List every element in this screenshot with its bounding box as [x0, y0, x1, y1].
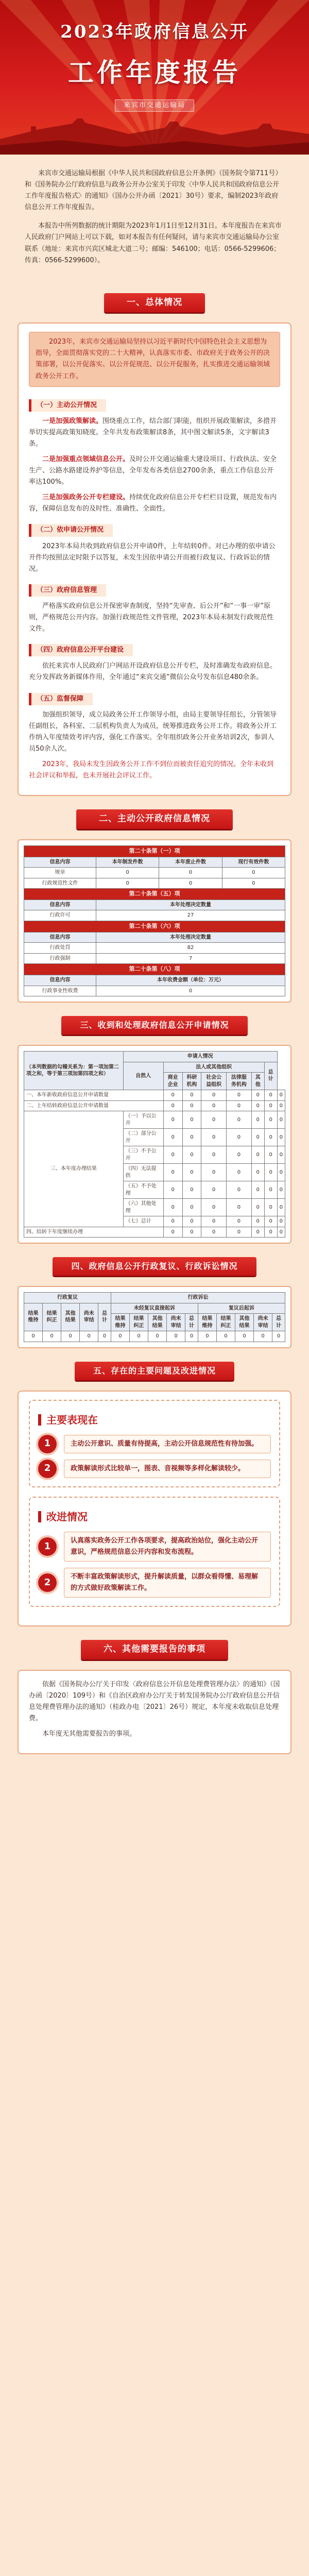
body-text: 持续优化政府信息公开专栏栏目设置，规范发布内容，保障信息发布的及时性、准确性、全面性。 — [29, 494, 277, 513]
table-cell: 0 — [216, 1331, 235, 1342]
intro — [0, 155, 309, 280]
table-cell: 0 — [43, 1331, 61, 1342]
list-item — [38, 1435, 271, 1453]
measure-text: 认真落实政务公开工作各项要求，提高政治站位，强化主动公开意识，严格规范信息公开内容和发布流程。 — [64, 1532, 271, 1562]
table-cell: 0 — [80, 1331, 98, 1342]
table-row — [24, 1111, 285, 1129]
column-header: 行政复议 — [24, 1293, 111, 1303]
table-section-title: 第二十条第（八）项 — [24, 964, 285, 975]
banner-title-line1: 2023年政府信息公开 — [60, 22, 249, 42]
column-header: 法人或其他组织 — [163, 1062, 264, 1073]
row-label: （二）部分公开 — [123, 1129, 163, 1146]
table-cell: 0 — [24, 1331, 43, 1342]
table-cell: 0 — [277, 1227, 285, 1238]
table-cell: 0 — [264, 1129, 277, 1146]
column-header: 科研机构 — [182, 1073, 201, 1090]
problem-text: 政策解读形式比较单一，图表、音视频等多样化解读较少。 — [64, 1460, 271, 1478]
column-header: 尚未审结 — [254, 1314, 272, 1331]
number-badge-icon: 2 — [38, 1573, 57, 1592]
column-header: 结果纠正 — [130, 1314, 148, 1331]
table-cell: 0 — [251, 1199, 264, 1216]
table-cell: 0 — [182, 1129, 201, 1146]
section-title: 五、存在的主要问题及改进情况 — [75, 1362, 234, 1380]
highlighted-note: 2023年，我局未发生因政务公开工作不到位而被责任追究的情况。全年未收到社会评议和举报，也未开展社会评议工作。 — [29, 760, 274, 780]
list-item — [38, 1532, 271, 1562]
table-cell: 0 — [227, 1090, 252, 1101]
row-label: 四、结转下年度继续办理 — [24, 1227, 164, 1238]
table-cell: 0 — [254, 1331, 272, 1342]
table-cell: 0 — [264, 1100, 277, 1111]
column-header: 行政诉讼 — [111, 1293, 285, 1303]
problems-heading — [38, 1411, 271, 1429]
table-cell: 0 — [251, 1100, 264, 1111]
column-header: 总计 — [272, 1314, 285, 1331]
table-cell: 0 — [61, 1331, 80, 1342]
list-item — [38, 1568, 271, 1598]
number-badge-icon: 1 — [38, 1537, 57, 1556]
column-header: （本列数据的勾稽关系为：第一项加第二项之和，等于第三项加第四项之和） — [24, 1052, 124, 1090]
table-cell: 0 — [264, 1199, 277, 1216]
table-cell: 0 — [201, 1100, 227, 1111]
intro-paragraph: 本报告中所列数据的统计期限为2023年1月1日至12月31日。本年度报告在来宾市人民政府门户网站上可以下载，如对本报告有任何疑问，请与来宾市交通运输局办公室联系（地址：来宾市兴宾区城北大道二号；邮编：546100；电话：0566-5299606；传真：0566-5299600）。 — [25, 222, 282, 264]
measures-heading — [38, 1508, 271, 1526]
table-cell: 0 — [227, 1100, 252, 1111]
table-cell: 0 — [163, 1090, 182, 1101]
table-cell: 0 — [227, 1199, 252, 1216]
column-header: 信息内容 — [24, 857, 96, 868]
section-header — [0, 1640, 309, 1659]
table-cell: 0 — [227, 1146, 252, 1164]
table-cell: 0 — [182, 1100, 201, 1111]
review-table-wrap — [18, 1286, 291, 1348]
body-paragraph — [29, 492, 280, 515]
table-cell: 0 — [159, 868, 222, 878]
body-text: 围绕重点工作，结合部门职能，组织开展政策解读，多措并举切实提高政策知晓度。全年共发布政策解读8条，其中图文解读5条，文字解读3条。 — [29, 417, 277, 448]
table-cell: 0 — [235, 1331, 254, 1342]
subsection-title: （二）依申请公开情况 — [29, 524, 113, 536]
banner-title-line2: 工作年度报告 — [68, 57, 241, 88]
table-cell: 0 — [96, 878, 159, 889]
table-cell: 0 — [277, 1146, 285, 1164]
table-cell: 0 — [163, 1100, 182, 1111]
table-row — [24, 1100, 285, 1111]
section-header — [0, 1016, 309, 1035]
column-header: 结果维持 — [24, 1303, 43, 1331]
number-badge-icon: 2 — [38, 1460, 57, 1478]
section-title: 一、总体情况 — [104, 293, 205, 313]
table-row — [24, 868, 285, 878]
application-table — [24, 1051, 285, 1238]
column-header: 本年处理决定数量 — [96, 932, 285, 943]
column-header: 复议后起诉 — [198, 1303, 285, 1314]
table-cell: 0 — [201, 1227, 227, 1238]
intro-paragraph: 来宾市交通运输局根据《中华人民共和国政府信息公开条例》（国务院令第711号）和《国务院办公厅政府信息与政务公开办公室关于印发〈中华人民共和国政府信息公开工作年度报告格式〉的通知》（国办公开办函〔2021〕30号）要求，编制2023年政府信息公开工作年度报告。 — [25, 170, 282, 212]
table-cell: 0 — [251, 1129, 264, 1146]
row-label: （四）无法提供 — [123, 1164, 163, 1181]
body-paragraph: 2023年本局共收到政府信息公开申请0件，上年结转0件。对已办理的依申请公开件均按照法定时限予以答复，未发生因依申请公开而被行政复议、行政诉讼的情况。 — [29, 542, 276, 573]
lead-phrase: 一是加强政策解读。 — [42, 417, 103, 425]
column-header: 信息内容 — [24, 975, 96, 986]
table-cell: 0 — [182, 1111, 201, 1129]
table-cell: 0 — [159, 878, 222, 889]
table-cell: 行政许可 — [24, 910, 96, 921]
column-header: 信息内容 — [24, 932, 96, 943]
footer-spacer — [0, 1754, 309, 1816]
table-cell: 行政规范性文件 — [24, 878, 96, 889]
table-cell: 0 — [201, 1146, 227, 1164]
table-cell: 0 — [227, 1129, 252, 1146]
table-cell: 0 — [201, 1129, 227, 1146]
table-cell: 0 — [277, 1090, 285, 1101]
table-cell: 0 — [264, 1111, 277, 1129]
column-header: 结果维持 — [198, 1314, 216, 1331]
table-cell: 0 — [277, 1100, 285, 1111]
table-row — [24, 1331, 285, 1342]
table-cell: 0 — [251, 1111, 264, 1129]
body-paragraph: 加强组织领导，成立局政务公开工作领导小组，由局主要领导任组长，分管领导任副组长，各科室、二层机构负责人为成员，统筹推进政务公开工作。将政务公开工作纳入年度绩效考评内容，强化工作落实。全年组织政务公开业务培训2次，参训人员50余人次。 — [29, 710, 277, 753]
column-header: 尚未审结 — [167, 1314, 185, 1331]
column-header: 结果维持 — [111, 1314, 129, 1331]
table-cell: 0 — [130, 1331, 148, 1342]
table-cell: 0 — [182, 1199, 201, 1216]
column-header: 其他 — [251, 1073, 264, 1090]
column-header: 信息内容 — [24, 900, 96, 910]
table-cell: 0 — [251, 1090, 264, 1101]
table-row — [24, 943, 285, 954]
body-text: 及时公开交通运输重大建设项目、行政执法、安全生产、公路水路建设养护等信息，全年发布各类信息2700余条，重点工作信息公开率达100%。 — [29, 455, 277, 486]
row-group-label: 三、本年度办理结果 — [24, 1111, 124, 1227]
problems-title: 主要表现在 — [46, 1413, 98, 1426]
column-header: 本年收费金额（单位：万元） — [96, 975, 285, 986]
column-header: 其他结果 — [235, 1314, 254, 1331]
table-cell: 0 — [182, 1227, 201, 1238]
table-cell: 0 — [227, 1164, 252, 1181]
body-paragraph: 依托来宾市人民政府门户网站开设政府信息公开专栏，及时准确发布政府信息。充分发挥政务新媒体作用，全年通过“来宾交通”微信公众号发布信息480余条。 — [29, 662, 277, 682]
table-cell: 0 — [163, 1216, 182, 1227]
section-header — [0, 1257, 309, 1276]
table-cell: 0 — [163, 1129, 182, 1146]
column-header: 申请人情况 — [123, 1052, 277, 1062]
lead-phrase: 二是加强重点领域信息公开。 — [42, 455, 130, 463]
table-cell: 0 — [277, 1199, 285, 1216]
table-cell: 0 — [201, 1164, 227, 1181]
number-badge-icon: 1 — [38, 1435, 57, 1453]
table-row — [24, 878, 285, 889]
table-cell: 0 — [163, 1111, 182, 1129]
active-disclosure-table-wrap — [18, 839, 291, 1003]
overview-card — [18, 323, 291, 796]
table-cell: 0 — [264, 1216, 277, 1227]
active-disclosure-table — [24, 845, 285, 996]
table-cell: 0 — [251, 1216, 264, 1227]
table-cell: 0 — [98, 1331, 111, 1342]
table-cell: 0 — [251, 1164, 264, 1181]
table-cell: 0 — [163, 1146, 182, 1164]
subsection-title: （四）政府信息公开平台建设 — [29, 644, 133, 656]
table-cell: 0 — [277, 1111, 285, 1129]
publisher-badge: 来宾市交通运输局 — [115, 99, 194, 112]
table-cell: 0 — [163, 1227, 182, 1238]
problems-box — [29, 1400, 280, 1487]
table-cell: 0 — [222, 878, 285, 889]
table-cell: 0 — [182, 1090, 201, 1101]
subsection-title: （一）主动公开情况 — [29, 399, 106, 412]
table-cell: 7 — [96, 953, 285, 964]
list-item — [38, 1460, 271, 1478]
table-cell: 0 — [182, 1164, 201, 1181]
table-cell: 0 — [251, 1181, 264, 1199]
table-cell: 0 — [201, 1111, 227, 1129]
table-cell: 规章 — [24, 868, 96, 878]
table-section-title: 第二十条第（一）项 — [24, 845, 285, 857]
row-label: 一、本年新收政府信息公开申请数量 — [24, 1090, 164, 1101]
table-cell: 0 — [264, 1090, 277, 1101]
measures-list — [38, 1532, 271, 1598]
table-cell: 0 — [201, 1090, 227, 1101]
table-cell: 0 — [277, 1181, 285, 1199]
table-cell: 0 — [272, 1331, 285, 1342]
table-cell: 0 — [264, 1181, 277, 1199]
table-cell: 0 — [264, 1146, 277, 1164]
table-cell: 0 — [182, 1181, 201, 1199]
subsection-title: （三）政府信息管理 — [29, 584, 106, 597]
table-cell: 0 — [163, 1181, 182, 1199]
section-title: 三、收到和处理政府信息公开申请情况 — [61, 1016, 247, 1035]
section-title: 二、主动公开政府信息情况 — [76, 809, 233, 829]
table-cell: 0 — [96, 868, 159, 878]
table-cell: 0 — [148, 1331, 167, 1342]
table-cell: 0 — [198, 1331, 216, 1342]
table-cell: 0 — [182, 1216, 201, 1227]
section-title: 六、其他需要报告的事项 — [81, 1640, 228, 1659]
table-cell: 0 — [277, 1129, 285, 1146]
table-row — [24, 986, 285, 996]
table-cell: 0 — [227, 1216, 252, 1227]
body-paragraph — [29, 416, 280, 450]
others-card — [18, 1670, 291, 1754]
column-header: 总计 — [264, 1062, 277, 1090]
table-cell: 0 — [201, 1199, 227, 1216]
table-cell: 0 — [201, 1181, 227, 1199]
table-cell: 行政事业性收费 — [24, 986, 96, 996]
column-header: 社会公益组织 — [201, 1073, 227, 1090]
application-table-wrap — [18, 1045, 291, 1244]
heading-bar-icon — [38, 1414, 41, 1426]
row-label: （三）不予公开 — [123, 1146, 163, 1164]
table-row — [24, 1090, 285, 1101]
column-header: 本年废止件数 — [159, 857, 222, 868]
table-cell: 0 — [111, 1331, 129, 1342]
column-header: 尚未审结 — [80, 1303, 98, 1331]
table-row — [24, 910, 285, 921]
table-section-title: 第二十条第（六）项 — [24, 921, 285, 932]
column-header: 结果纠正 — [43, 1303, 61, 1331]
table-cell: 0 — [222, 868, 285, 878]
row-label: （一）予以公开 — [123, 1111, 163, 1129]
column-header: 其他结果 — [148, 1314, 167, 1331]
heading-bar-icon — [38, 1511, 41, 1522]
column-header: 其他结果 — [61, 1303, 80, 1331]
row-label: （五）不予处理 — [123, 1181, 163, 1199]
table-cell: 0 — [227, 1181, 252, 1199]
section-header — [0, 809, 309, 829]
problems-card — [18, 1391, 291, 1627]
table-cell: 行政处罚 — [24, 943, 96, 954]
table-cell: 0 — [185, 1331, 198, 1342]
column-header: 结果纠正 — [216, 1314, 235, 1331]
report-banner — [0, 0, 309, 155]
table-cell: 0 — [251, 1227, 264, 1238]
body-paragraph: 本年度无其他需要报告的事项。 — [42, 1730, 136, 1738]
table-row — [24, 953, 285, 964]
table-row — [24, 1227, 285, 1238]
table-cell: 0 — [227, 1227, 252, 1238]
body-paragraph: 依据《国务院办公厅关于印发〈政府信息公开信息处理费管理办法〉的通知》（国办函〔2020〕109号）和《自治区政府办公厅关于转发国务院办公厅政府信息公开信息处理费管理办法的通知》（桂政办电〔2021〕26号）规定，本年度未收取信息处理费。 — [29, 1680, 280, 1722]
table-cell: 0 — [163, 1199, 182, 1216]
column-header: 总计 — [98, 1303, 111, 1331]
row-label: 二、上年结转政府信息公开申请数量 — [24, 1100, 164, 1111]
column-header: 本年制发件数 — [96, 857, 159, 868]
table-cell: 0 — [277, 1164, 285, 1181]
section-title: 四、政府信息公开行政复议、行政诉讼情况 — [53, 1257, 256, 1276]
column-header: 自然人 — [123, 1062, 163, 1090]
column-header: 未经复议直接起诉 — [111, 1303, 198, 1314]
table-cell: 行政强制 — [24, 953, 96, 964]
table-cell: 0 — [182, 1146, 201, 1164]
application-table-body — [24, 1090, 285, 1238]
table-cell: 82 — [96, 943, 285, 954]
measures-title: 改进情况 — [46, 1510, 88, 1523]
table-cell: 0 — [96, 986, 285, 996]
row-label: （六）其他处理 — [123, 1199, 163, 1216]
column-header: 总计 — [185, 1314, 198, 1331]
table-cell: 0 — [163, 1164, 182, 1181]
table-cell: 0 — [251, 1146, 264, 1164]
measures-box — [29, 1497, 280, 1607]
table-cell: 0 — [264, 1164, 277, 1181]
table-cell: 0 — [264, 1227, 277, 1238]
measure-text: 不断丰富政策解读形式，提升解读质量，以群众看得懂、易理解的方式做好政策解读工作。 — [64, 1568, 271, 1598]
problems-list — [38, 1435, 271, 1478]
table-cell: 27 — [96, 910, 285, 921]
column-header: 本年处理决定数量 — [96, 900, 285, 910]
table-section-title: 第二十条第（五）项 — [24, 889, 285, 900]
overview-summary: 2023年，来宾市交通运输局坚持以习近平新时代中国特色社会主义思想为指导，全面贯彻落实党的二十大精神，认真落实市委、市政府关于政务公开的决策部署，以公开促落实、以公开促规范、以公开促服务，扎实推进交通运输领域政务公开工作。 — [29, 332, 280, 386]
body-paragraph: 严格落实政府信息公开保密审查制度，坚持“先审查、后公开”和“一事一审”原则，严格规范公开内容。加强行政规范性文件管理，2023年本局未制发行政规范性文件。 — [29, 602, 274, 633]
section-header — [0, 1362, 309, 1380]
review-table — [24, 1292, 285, 1342]
column-header: 法律服务机构 — [227, 1073, 252, 1090]
table-cell: 0 — [167, 1331, 185, 1342]
body-paragraph — [29, 454, 280, 488]
lead-phrase: 三是加强政务公开专栏建设。 — [42, 494, 130, 502]
row-label: （七）总计 — [123, 1216, 163, 1227]
column-header: 商业企业 — [163, 1073, 182, 1090]
section-header — [0, 293, 309, 313]
column-header: 现行有效件数 — [222, 857, 285, 868]
table-cell: 0 — [277, 1216, 285, 1227]
subsection-title: （五）监督保障 — [29, 693, 93, 705]
table-cell: 0 — [201, 1216, 227, 1227]
problem-text: 主动公开意识、质量有待提高，主动公开信息规范性有待加强。 — [64, 1435, 271, 1453]
table-cell: 0 — [227, 1111, 252, 1129]
